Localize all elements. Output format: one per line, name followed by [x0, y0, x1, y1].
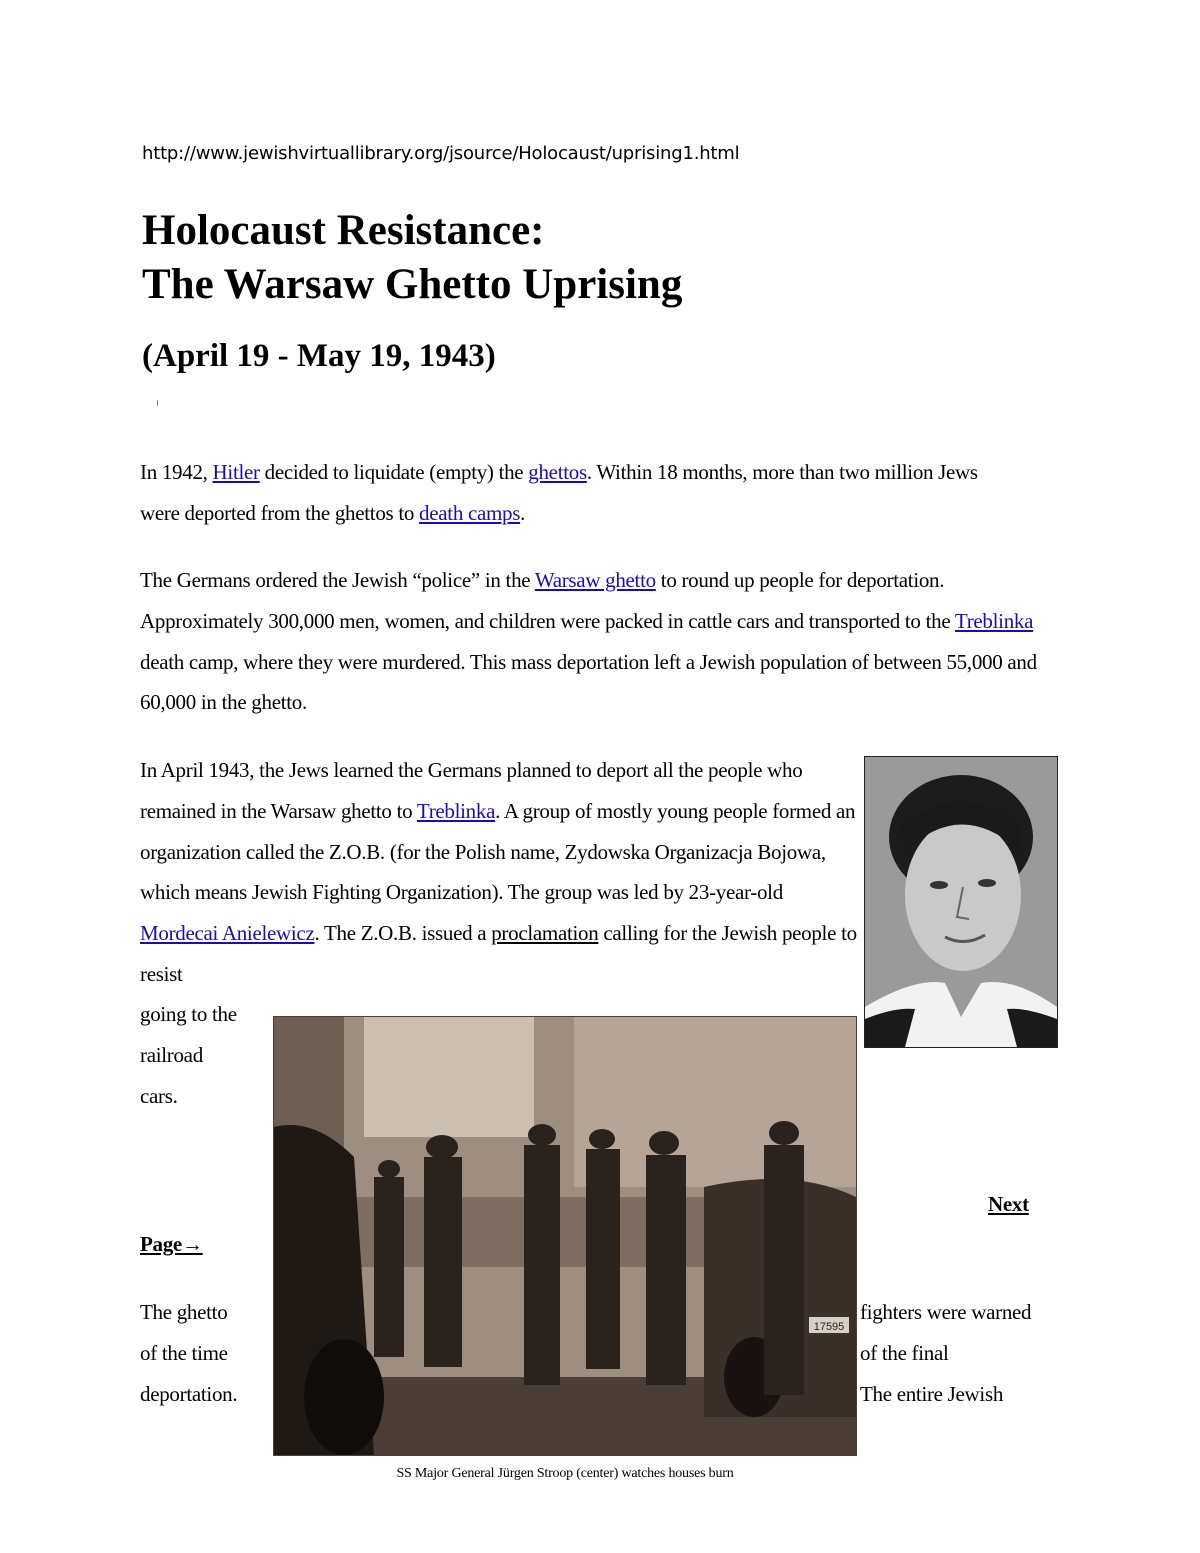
text: decided to liquidate (empty) the: [259, 460, 529, 484]
text: death camp, where they were murdered. This mass deportation left a Jewish population of between 55,000 and 60,000 in the ghetto.: [140, 649, 1037, 715]
source-url[interactable]: http://www.jewishvirtuallibrary.org/jsource/Holocaust/uprising1.html: [142, 143, 740, 164]
text: of the time: [140, 1340, 228, 1365]
link-proclamation[interactable]: proclamation: [491, 921, 599, 946]
stray-mark: [157, 400, 158, 406]
link-treblinka-2[interactable]: Treblinka: [416, 798, 496, 823]
license-plate: 17595: [813, 1321, 845, 1333]
paragraph-3: [140, 750, 860, 995]
text: . Within 18 months, more than two million Jews were deported from the ghettos to: [140, 460, 978, 525]
photo-ss-stroop-scene: [273, 1016, 857, 1456]
text: going to the: [140, 1002, 237, 1026]
paragraph-1: [140, 452, 1020, 534]
date-range-heading: (April 19 - May 19, 1943): [142, 338, 496, 374]
text: . A group of mostly young people formed an organization called the Z.O.B. (for the Polish name, Zydowska Organizacja Bojowa, which means Jewish Fighting Organization). The group was led by 23-year-old: [140, 798, 856, 905]
text: deportation.: [140, 1381, 238, 1406]
text: The ghetto: [140, 1300, 228, 1324]
link-treblinka[interactable]: Treblinka: [954, 608, 1034, 633]
link-warsaw-ghetto[interactable]: Warsaw ghetto: [534, 568, 656, 592]
title-line-2: The Warsaw Ghetto Uprising: [142, 261, 683, 308]
paragraph-3-continued: [140, 994, 270, 1116]
link-mordecai-anielewicz[interactable]: Mordecai Anielewicz: [140, 921, 315, 946]
text: of the final: [860, 1340, 949, 1365]
portrait-photo-mordecai: [864, 756, 1058, 1048]
paragraph-4-right-column: [860, 1292, 1070, 1414]
photo-caption: SS Major General Jürgen Stroop (center) watches houses burn: [396, 1466, 734, 1481]
text: . The Z.O.B. issued a: [314, 921, 492, 946]
text: to round up people for deportation. Approximately 300,000 men, women, and children were packed in cattle cars and transported to the: [140, 568, 955, 633]
text: calling for the Jewish people to resist: [140, 921, 857, 986]
next-page-link-continued[interactable]: Page→: [140, 1232, 203, 1256]
text: railroad: [140, 1042, 203, 1067]
next-page-link[interactable]: Next: [988, 1192, 1029, 1216]
portrait-illustration: [865, 757, 1057, 1047]
page-title: [142, 204, 682, 312]
paragraph-2: [140, 560, 1070, 723]
paragraph-4-left-column: [140, 1292, 270, 1414]
link-ghettos[interactable]: ghettos: [528, 460, 587, 484]
text: The Germans ordered the Jewish “police” in the: [140, 568, 535, 592]
title-line-1: Holocaust Resistance:: [142, 207, 545, 254]
text: fighters were warned: [860, 1300, 1032, 1324]
text: The entire Jewish: [860, 1381, 1004, 1406]
text: .: [520, 500, 526, 525]
text: In April 1943, the Jews learned the Germans planned to deport all the people who remained in the Warsaw ghetto to: [140, 758, 803, 823]
link-death-camps[interactable]: death camps: [419, 500, 521, 525]
historical-photo-illustration: [274, 1017, 856, 1455]
link-hitler[interactable]: Hitler: [212, 460, 260, 484]
text: In 1942,: [140, 460, 213, 484]
text: cars.: [140, 1083, 178, 1108]
